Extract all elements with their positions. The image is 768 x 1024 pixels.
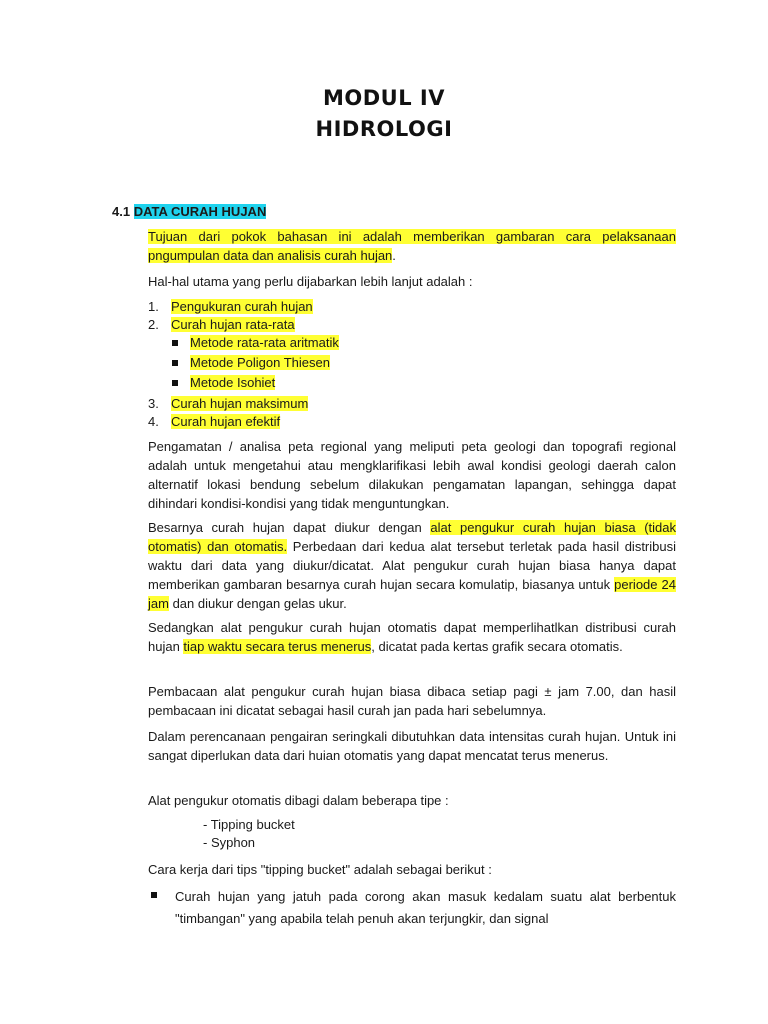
list-intro: Hal-hal utama yang perlu dijabarkan lebih lanjut adalah :: [148, 274, 473, 289]
paragraph-besarnya: [148, 518, 676, 613]
text-run: Sedangkan alat pengukur curah hujan otomatis dapat memperlihatlkan distribusi curah hujan: [148, 620, 676, 654]
list-number: 2.: [148, 317, 159, 332]
sublist-text: Metode Poligon Thiesen: [190, 355, 330, 370]
list-number: 3.: [148, 396, 159, 411]
section-number: 4.1: [112, 204, 134, 219]
list-item: [148, 297, 313, 316]
sublist-text: Metode rata-rata aritmatik: [190, 335, 339, 350]
intro-end: .: [392, 248, 396, 263]
type-item: - Syphon: [203, 835, 256, 850]
paragraph-dalam: Dalam perencanaan pengairan seringkali dibutuhkan data intensitas curah hujan. Untuk ini sangat diperlukan data dari huian otomatis yang dapat mencatat terus menerus.: [148, 729, 676, 763]
type-item: - Tipping bucket: [203, 817, 295, 832]
sublist-item: [172, 335, 339, 350]
paragraph-cara: Cara kerja dari tips "tipping bucket" adalah sebagai berikut :: [148, 862, 492, 877]
sublist-item: [172, 355, 330, 370]
paragraph-alat: Alat pengukur otomatis dibagi dalam beberapa tipe :: [148, 793, 449, 808]
text-run: , dicatat pada kertas grafik secara otomatis.: [371, 639, 623, 654]
list-text: Curah hujan rata-rata: [171, 317, 295, 332]
section-heading-text: DATA CURAH HUJAN: [133, 204, 267, 219]
intro-highlight: Tujuan dari pokok bahasan ini adalah memberikan gambaran cara pelaksanaan pngumpulan data dan analisis curah hujan: [148, 229, 676, 263]
square-bullet-icon: [151, 892, 157, 898]
list-text: Pengukuran curah hujan: [171, 299, 313, 314]
highlight-periode: periode 24 jam: [148, 577, 676, 611]
text-run: Perbedaan dari kedua alat tersebut terletak pada hasil distribusi waktu dari data yang diukur/dicatat. Alat pengukur curah hujan biasa hanya dapat memberikan gambaran besarnya curah hujan secara komulatip, biasanya untuk: [148, 539, 676, 592]
square-bullet-icon: [172, 360, 178, 366]
list-text: Curah hujan efektif: [171, 414, 281, 429]
intro-paragraph: [148, 227, 676, 265]
sublist-text: Metode Isohiet: [190, 375, 276, 390]
list-item: [148, 394, 308, 413]
highlight-alat: alat pengukur curah hujan biasa (tidak otomatis) dan otomatis.: [148, 520, 676, 554]
bullet-item: [148, 886, 676, 930]
text-run: dan diukur dengan gelas ukur.: [168, 596, 347, 611]
list-number: 1.: [148, 299, 159, 314]
list-number: 4.: [148, 414, 159, 429]
module-title: MODUL IV: [323, 86, 445, 110]
list-item: [148, 412, 280, 431]
list-text: Curah hujan maksimum: [171, 396, 309, 411]
paragraph-sedangkan: [148, 618, 676, 656]
module-subtitle: HIDROLOGI: [315, 117, 453, 141]
section-heading: [112, 204, 266, 219]
text-run: Besarnya curah hujan dapat diukur dengan: [148, 520, 431, 535]
sublist-item: [172, 375, 275, 390]
highlight-tiap-waktu: tiap waktu secara terus menerus: [183, 639, 372, 654]
paragraph-pembacaan: Pembacaan alat pengukur curah hujan biasa dibaca setiap pagi ± jam 7.00, dan hasil pembacaan ini dicatat sebagai hasil curah jan pada hari sebelumnya.: [148, 684, 676, 718]
bullet-text: Curah hujan yang jatuh pada corong akan masuk kedalam suatu alat berbentuk "timbangan" yang apabila telah penuh akan terjungkir, dan signal: [175, 889, 676, 926]
square-bullet-icon: [172, 380, 178, 386]
square-bullet-icon: [172, 340, 178, 346]
paragraph-pengamatan: Pengamatan / analisa peta regional yang meliputi peta geologi dan topografi regional adalah untuk mengetahui atau mengklarifikasi lebih awal kondisi geologi daerah calon alternatif lokasi bendung sebelum dilakukan pengamatan lapangan, sehingga dapat dihindari kondisi-kondisi yang tidak menguntungkan.: [148, 439, 676, 511]
list-item: [148, 315, 295, 334]
